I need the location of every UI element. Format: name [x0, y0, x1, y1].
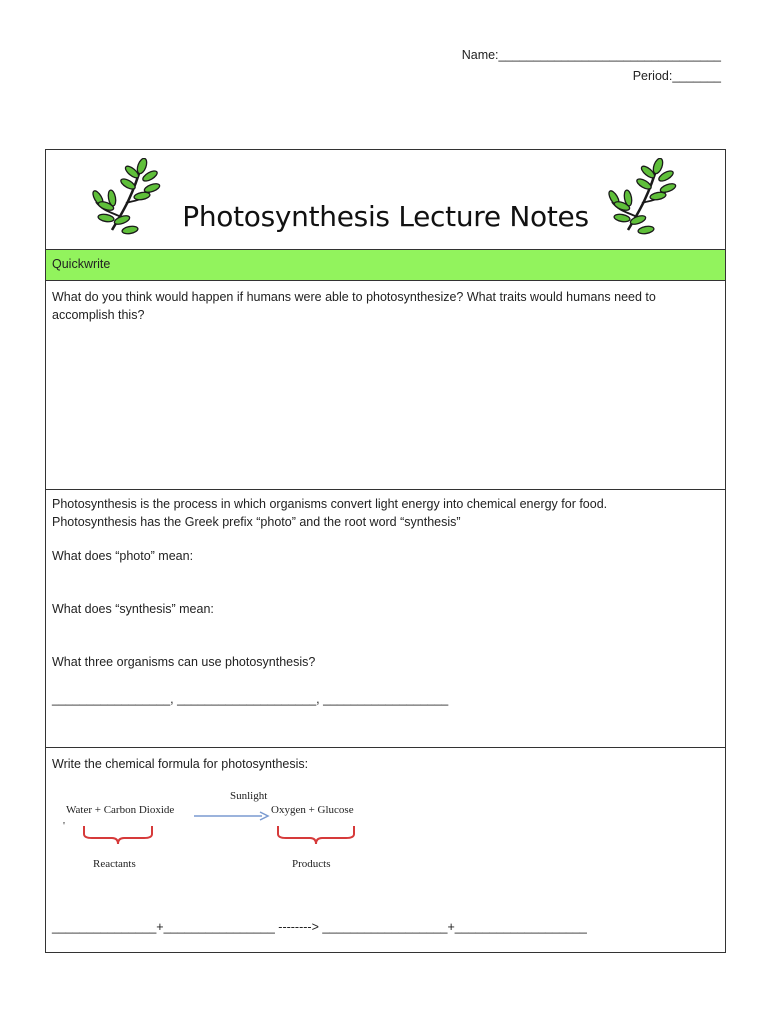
definition-line2: Photosynthesis has the Greek prefix “photo” and the root word “synthesis”	[52, 515, 461, 529]
quickwrite-section[interactable]	[46, 281, 725, 489]
formula-prompt: Write the chemical formula for photosynthesis:	[52, 757, 309, 771]
definition-section	[46, 489, 725, 747]
quickwrite-prompt-line1: What do you think would happen if humans were able to photosynthesize? What traits would humans need to	[52, 290, 656, 304]
quickwrite-header	[46, 249, 725, 281]
reactants-bracket-icon	[82, 824, 154, 848]
formula-blank-line[interactable]: _______________+________________ --------> __________________+___________________	[52, 920, 587, 934]
sunlight-label: Sunlight	[230, 790, 268, 802]
definition-line1: Photosynthesis is the process in which organisms convert light energy into chemical energy for food.	[52, 497, 608, 511]
reactants-label: Reactants	[93, 858, 136, 870]
question-photo: What does “photo” mean:	[52, 549, 194, 563]
quickwrite-prompt-line2: accomplish this?	[52, 308, 145, 322]
question-organisms: What three organisms can use photosynthesis?	[52, 655, 316, 669]
plant-icon	[608, 158, 680, 236]
organisms-blanks[interactable]: _________________, ____________________, __________________	[52, 692, 449, 706]
quickwrite-label: Quickwrite	[52, 257, 111, 271]
period-field[interactable]: Period:_______	[632, 69, 721, 83]
arrow-icon	[192, 810, 272, 822]
worksheet	[45, 149, 726, 953]
reactants-text: Water + Carbon Dioxide	[66, 804, 175, 816]
page-title: Photosynthesis Lecture Notes	[182, 200, 589, 233]
title-row	[46, 150, 725, 249]
name-field[interactable]: Name:________________________________	[461, 48, 721, 62]
products-label: Products	[292, 858, 331, 870]
products-text: Oxygen + Glucose	[271, 804, 354, 816]
products-bracket-icon	[276, 824, 356, 848]
stray-mark: '	[63, 820, 65, 832]
question-synthesis: What does “synthesis” mean:	[52, 602, 214, 616]
formula-section	[46, 747, 725, 954]
